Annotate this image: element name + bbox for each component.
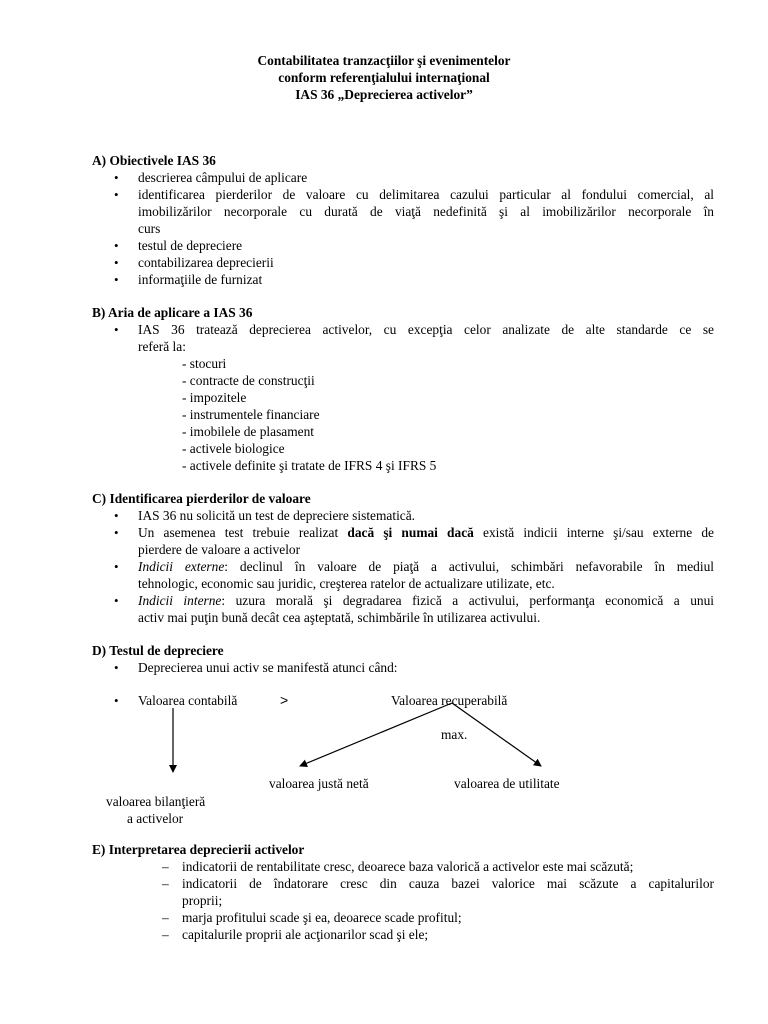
bullet-icon: • (114, 272, 119, 287)
sub-list-item: - instrumentele financiare (182, 407, 320, 422)
bullet-icon: • (114, 322, 119, 337)
list-item: indicatorii de rentabilitate cresc, deoarece baza valorică a activelor este mai scăzută; (182, 859, 634, 874)
title-line-3: IAS 36 „Deprecierea activelor” (295, 87, 473, 102)
bullet-icon: • (114, 559, 119, 574)
label-valoarea-recuperabila: Valoarea recuperabilă (391, 693, 508, 708)
section-b-heading: B) Aria de aplicare a IAS 36 (92, 305, 253, 320)
list-item-line: referă la: (138, 339, 186, 354)
bullet-icon: • (114, 508, 119, 523)
text-run: : declinul în valoare de piaţă a activului, schimbări nefavorabile în mediul (224, 559, 714, 574)
list-item: Deprecierea unui activ se manifestă atunci când: (138, 660, 398, 675)
list-item-line: imobilizărilor necorporale cu durată de viaţă nedefinită şi al imobilizărilor necorporale în (138, 204, 714, 219)
arrow-to-utilitate (452, 703, 541, 766)
text-run: Un asemenea test trebuie realizat (138, 525, 348, 540)
italic-term: Indicii externe (138, 559, 225, 574)
bullet-icon: • (114, 170, 119, 185)
list-item: contabilizarea deprecierii (138, 255, 274, 270)
list-item-line: tehnologic, economic sau juridic, creşterea ratelor de actualizare utilizate, etc. (138, 576, 555, 591)
label-max: max. (441, 727, 468, 742)
bullet-icon: • (114, 693, 119, 708)
list-item-line: curs (138, 221, 161, 236)
sub-list-item: - stocuri (182, 356, 227, 371)
list-item: capitalurile proprii ale acţionarilor scad şi ele; (182, 927, 429, 942)
greater-than-sign: > (280, 692, 289, 708)
label-valoarea-contabila: Valoarea contabilă (138, 693, 238, 708)
bullet-icon: • (114, 187, 119, 202)
sub-list-item: - impozitele (182, 390, 247, 405)
title-line-2: conform referenţialului internaţional (278, 70, 490, 85)
section-e-heading: E) Interpretarea deprecierii activelor (92, 842, 305, 857)
label-valoarea-de-utilitate: valoarea de utilitate (454, 776, 560, 791)
list-item: IAS 36 nu solicită un test de depreciere sistematică. (138, 508, 416, 523)
list-item-line: activ mai puţin bună decât cea aşteptată, schimbările în utilizarea activului. (138, 610, 541, 625)
list-item-line: identificarea pierderilor de valoare cu delimitarea cazului particular al fondului comercial, al (138, 187, 714, 202)
text-run: : uzura morală şi degradarea fizică a activului, performanţa economică a unui (221, 593, 714, 608)
list-item: marja profitului scade şi ea, deoarece scade profitul; (182, 910, 462, 925)
italic-term: Indicii interne (138, 593, 222, 608)
bullet-icon: • (114, 660, 119, 675)
list-item-line: IAS 36 tratează deprecierea activelor, cu excepţia celor analizate de alte standarde ce se (138, 322, 714, 337)
label-valoarea-justa-neta: valoarea justă netă (269, 776, 369, 791)
sub-list-item: - activele definite şi tratate de IFRS 4 şi IFRS 5 (182, 458, 437, 473)
list-item-line: proprii; (182, 893, 223, 908)
text-run: există indicii interne şi/sau externe de (473, 525, 714, 540)
sub-list-item: - imobilele de plasament (182, 424, 315, 439)
bullet-icon: • (114, 593, 119, 608)
dash-icon: – (162, 927, 169, 942)
sub-list-item: - activele biologice (182, 441, 285, 456)
list-item: testul de depreciere (138, 238, 243, 253)
section-a-heading: A) Obiectivele IAS 36 (92, 153, 216, 168)
section-c-heading: C) Identificarea pierderilor de valoare (92, 491, 311, 506)
bullet-icon: • (114, 525, 119, 540)
dash-icon: – (162, 859, 169, 874)
list-item (182, 875, 714, 909)
dash-icon: – (162, 910, 169, 925)
bullet-icon: • (114, 238, 119, 253)
list-item: descrierea câmpului de aplicare (138, 170, 308, 185)
sub-list-item: - contracte de construcţii (182, 373, 315, 388)
list-item-line: indicatorii de îndatorare cresc din cauza bazei valorice mai scăzute a capitalurilor (182, 876, 714, 891)
bullet-icon: • (114, 255, 119, 270)
section-d-heading: D) Testul de depreciere (92, 643, 224, 658)
label-a-activelor: a activelor (127, 811, 184, 826)
label-valoarea-bilantiera: valoarea bilanţieră (106, 794, 206, 809)
arrow-to-justa (300, 703, 452, 766)
list-item-line: pierdere de valoare a activelor (138, 542, 301, 557)
dash-icon: – (162, 876, 169, 891)
list-item: informaţiile de furnizat (138, 272, 263, 287)
title-line-1: Contabilitatea tranzacţiilor şi evenimentelor (257, 53, 511, 68)
emphasis-text: dacă şi numai dacă (347, 525, 474, 540)
